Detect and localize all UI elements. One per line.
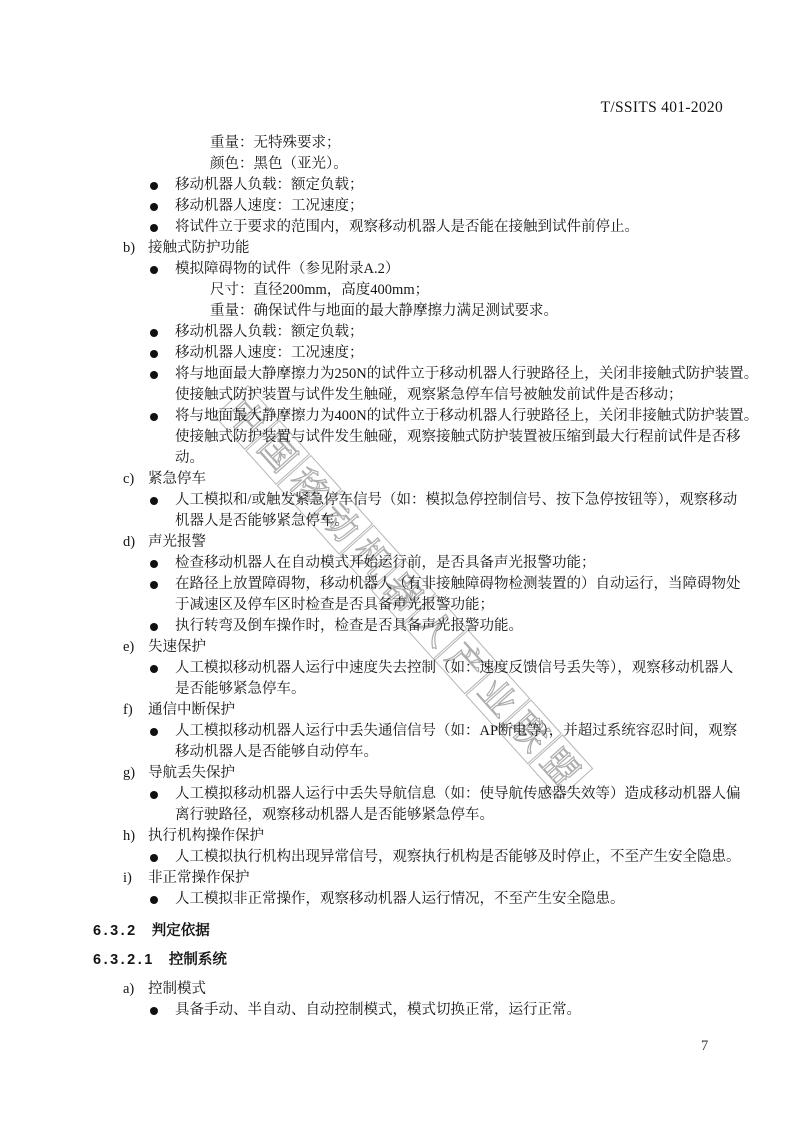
- watermark-char: 盟: [528, 734, 593, 799]
- doc-number: T/SSITS 401-2020: [600, 99, 723, 116]
- line-text: 尺寸：直径200mm，高度400mm；: [210, 282, 430, 298]
- item-label: 6.3.2.1: [93, 952, 155, 968]
- line-text: 控制模式: [148, 981, 206, 997]
- item-label: d): [123, 534, 136, 550]
- bullet-item: [123, 553, 727, 574]
- watermark-char: 器: [371, 560, 436, 625]
- watermark-char: 业: [465, 664, 530, 729]
- line-text: 将与地面最大静摩擦力为400N的试件立于移动机器人行驶路径上，关闭非接触式防护装置。: [175, 408, 759, 424]
- line-text: 移动机器人负载：额定负载；: [175, 177, 364, 193]
- line-text: 使接触式防护装置与试件发生触碰，观察紧急停车信号被触发前试件是否移动；: [175, 387, 683, 403]
- bullet-item: [123, 196, 727, 217]
- bullet-item: [123, 658, 734, 679]
- subsection-heading: [93, 950, 727, 971]
- bullet-item: [123, 847, 741, 868]
- list-item: [123, 763, 727, 784]
- bullet-item: [123, 217, 727, 238]
- item-label: h): [123, 828, 136, 844]
- bullet-item: [123, 616, 727, 637]
- content: [93, 133, 759, 1021]
- line-text: 判定依据: [151, 923, 210, 939]
- item-label: g): [123, 765, 136, 781]
- line-text: 失速保护: [148, 639, 206, 655]
- continuation-line: [123, 511, 727, 532]
- bullet-icon: [150, 413, 158, 421]
- bullet-item: [123, 721, 738, 742]
- section-heading: [93, 921, 727, 942]
- bullet-icon: [150, 350, 158, 358]
- bullet-icon: [150, 728, 158, 736]
- line-text: 人工模拟移动机器人运行中速度失去控制（如：速度反馈信号丢失等），观察移动机器人: [175, 660, 734, 676]
- watermark-char: 移: [277, 455, 342, 520]
- line-text: 将试件立于要求的范围内，观察移动机器人是否能在接触到试件前停止。: [175, 219, 639, 235]
- bullet-icon: [150, 854, 158, 862]
- detail-line: [123, 280, 727, 301]
- line-text: 人工模拟移动机器人运行中丢失通信信号（如：AP断电等），并超过系统容忍时间，观察: [175, 723, 738, 739]
- bullet-icon: [150, 896, 158, 904]
- line-text: 人工模拟和/或触发紧急停车信号（如：模拟急停控制信号、按下急停按钮等），观察移动: [175, 492, 738, 508]
- bullet-icon: [150, 266, 158, 274]
- item-label: b): [123, 240, 136, 256]
- watermark-char: 机: [340, 525, 405, 590]
- line-text: 重量：无特殊要求；: [210, 135, 341, 151]
- bullet-icon: [150, 1007, 158, 1015]
- line-text: 执行机构操作保护: [148, 828, 264, 844]
- line-text: 使接触式防护装置与试件发生触碰，观察接触式防护装置被压缩到最大行程前试件是否移: [175, 429, 741, 445]
- continuation-line: [123, 595, 727, 616]
- line-text: 非正常操作保护: [148, 870, 250, 886]
- list-item: [123, 469, 727, 490]
- list-item: [123, 637, 727, 658]
- line-text: 执行转弯及倒车操作时，检查是否具备声光报警功能。: [175, 618, 523, 634]
- bullet-icon: [150, 623, 158, 631]
- line-text: 移动机器人速度：工况速度；: [175, 198, 364, 214]
- list-item: [123, 532, 727, 553]
- line-text: 是否能够紧急停车。: [175, 681, 306, 697]
- continuation-line: [123, 742, 727, 763]
- line-text: 移动机器人是否能够自动停车。: [175, 744, 378, 760]
- line-text: 移动机器人速度：工况速度；: [175, 345, 364, 361]
- bullet-icon: [150, 791, 158, 799]
- line-text: 导航丢失保护: [148, 765, 235, 781]
- line-text: 控制系统: [168, 952, 227, 968]
- line-text: 通信中断保护: [148, 702, 235, 718]
- bullet-item: [123, 322, 727, 343]
- bullet-item: [123, 406, 759, 427]
- watermark-char: 中: [214, 385, 279, 450]
- bullet-item: [123, 1000, 727, 1021]
- detail-line: [123, 133, 727, 154]
- line-text: 人工模拟执行机构出现异常信号，观察执行机构是否能够及时停止，不至产生安全隐患。: [175, 849, 741, 865]
- bullet-item: [123, 175, 727, 196]
- continuation-line: [123, 385, 727, 406]
- line-text: 紧急停车: [148, 471, 206, 487]
- bullet-item: [123, 259, 727, 280]
- watermark-char: 联: [497, 699, 562, 764]
- detail-line: [123, 154, 727, 175]
- list-item: [123, 826, 727, 847]
- line-text: 重量：确保试件与地面的最大静摩擦力满足测试要求。: [210, 303, 558, 319]
- bullet-icon: [150, 329, 158, 337]
- line-text: 检查移动机器人在自动模式开始运行前，是否具备声光报警功能；: [175, 555, 596, 571]
- line-text: 在路径上放置障碍物，移动机器人（有非接触障碍物检测装置的）自动运行，当障碍物处: [175, 576, 741, 592]
- line-text: 移动机器人负载：额定负载；: [175, 324, 364, 340]
- item-label: c): [123, 471, 135, 487]
- detail-line: [123, 301, 727, 322]
- bullet-icon: [150, 497, 158, 505]
- continuation-line: [123, 679, 727, 700]
- bullet-item: [123, 574, 741, 595]
- continuation-line: [123, 805, 727, 826]
- line-text: 模拟障碍物的试件（参见附录A.2）: [175, 261, 400, 277]
- bullet-item: [123, 490, 738, 511]
- line-text: 接触式防护功能: [148, 240, 250, 256]
- bullet-item: [123, 343, 727, 364]
- bullet-icon: [150, 203, 158, 211]
- continuation-line: [123, 448, 727, 469]
- item-label: a): [123, 981, 135, 997]
- page-number: 7: [701, 1038, 709, 1054]
- watermark-char: 国: [245, 420, 310, 485]
- line-text: 将与地面最大静摩擦力为250N的试件立于移动机器人行驶路径上，关闭非接触式防护装置。: [175, 366, 759, 382]
- watermark-char: 动: [308, 490, 373, 555]
- watermark-char: 人: [403, 595, 468, 660]
- line-text: 具备手动、半自动、自动控制模式，模式切换正常，运行正常。: [175, 1002, 581, 1018]
- line-text: 于减速区及停车区时检查是否具备声光报警功能；: [175, 597, 494, 613]
- line-text: 人工模拟非正常操作，观察移动机器人运行情况，不至产生安全隐患。: [175, 891, 625, 907]
- line-text: 离行驶路径，观察移动机器人是否能够紧急停车。: [175, 807, 494, 823]
- line-text: 颜色：黑色（亚光）。: [210, 156, 348, 172]
- bullet-icon: [150, 371, 158, 379]
- bullet-icon: [150, 665, 158, 673]
- line-text: 人工模拟移动机器人运行中丢失导航信息（如：使导航传感器失效等）造成移动机器人偏: [175, 786, 741, 802]
- bullet-icon: [150, 581, 158, 589]
- list-item: [123, 868, 727, 889]
- bullet-item: [123, 784, 741, 805]
- line-text: 机器人是否能够紧急停车。: [175, 513, 349, 529]
- bullet-icon: [150, 224, 158, 232]
- continuation-line: [123, 427, 741, 448]
- line-text: 动。: [175, 450, 204, 466]
- list-item: [123, 238, 727, 259]
- watermark-char: 产: [434, 629, 499, 694]
- item-label: 6.3.2: [93, 923, 138, 939]
- item-label: i): [123, 870, 132, 886]
- line-text: 声光报警: [148, 534, 206, 550]
- item-label: e): [123, 639, 135, 655]
- item-label: f): [123, 702, 133, 718]
- bullet-icon: [150, 182, 158, 190]
- bullet-item: [123, 889, 727, 910]
- bullet-item: [123, 364, 759, 385]
- bullet-icon: [150, 560, 158, 568]
- list-item: [123, 979, 727, 1000]
- list-item: [123, 700, 727, 721]
